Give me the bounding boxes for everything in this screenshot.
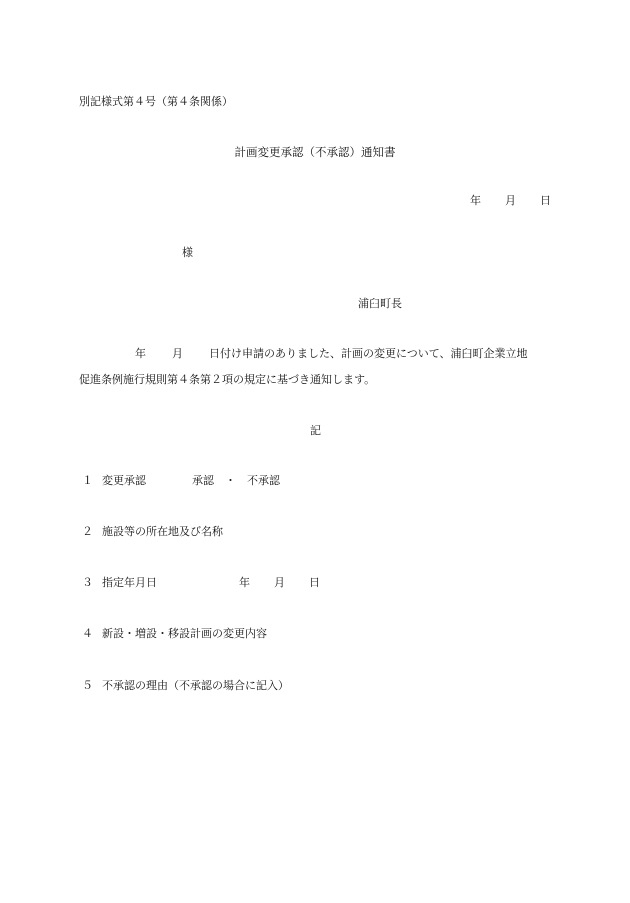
body-month: 月: [172, 347, 183, 360]
list-item: [82, 576, 320, 590]
item-date-year: 年: [239, 576, 250, 589]
body-year: 年: [135, 347, 146, 360]
list-item: [82, 474, 280, 488]
list-item: [82, 525, 223, 539]
item-label: 指定年月日: [102, 576, 157, 589]
body-text: 日付け申請のありました、計画の変更について、浦臼町企業立地: [209, 347, 528, 360]
date-month: 月: [505, 194, 516, 207]
item-number: ４: [82, 627, 93, 640]
item-number: ５: [82, 679, 93, 692]
list-item: [82, 679, 289, 693]
item-number: ３: [82, 576, 93, 589]
item-date-month: 月: [274, 576, 285, 589]
recipient: 様: [182, 246, 193, 259]
issue-date: [470, 194, 551, 208]
item-label: 不承認の理由（不承認の場合に記入）: [102, 679, 289, 692]
form-number: 別記様式第４号（第４条関係）: [79, 95, 233, 108]
sender-name: 浦臼町長: [358, 297, 402, 310]
item-label: 変更承認: [102, 474, 146, 487]
date-year: 年: [470, 194, 481, 207]
item-number: ２: [82, 525, 93, 538]
date-day: 日: [540, 194, 551, 207]
body-text-line-1: [135, 347, 528, 361]
item-value: 承認 ・ 不承認: [192, 474, 280, 487]
item-number: １: [82, 474, 93, 487]
list-item: [82, 627, 267, 641]
ki-heading: 記: [310, 424, 321, 437]
item-date-day: 日: [309, 576, 320, 589]
body-text-line-2: 促進条例施行規則第４条第２項の規定に基づき通知します。: [79, 373, 376, 386]
item-label: 施設等の所在地及び名称: [102, 525, 223, 538]
document-title: 計画変更承認（不承認）通知書: [234, 145, 396, 159]
item-label: 新設・増設・移設計画の変更内容: [102, 627, 267, 640]
